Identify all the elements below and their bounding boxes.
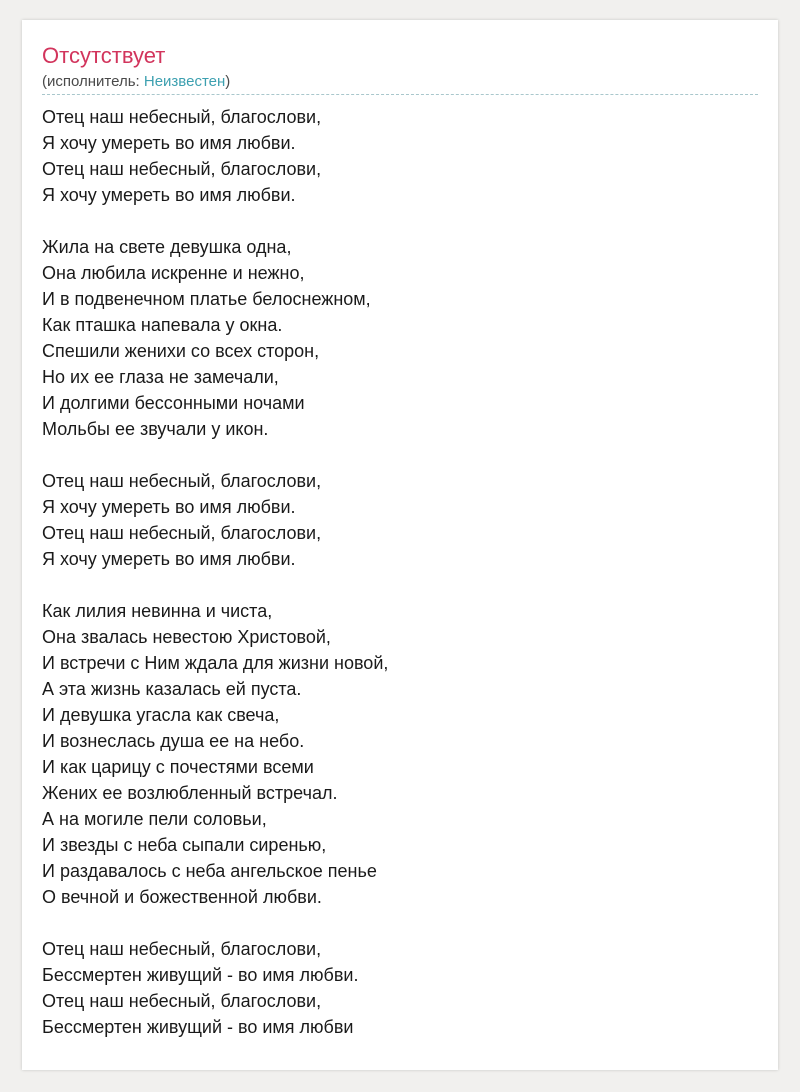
lyric-line: Отец наш небесный, благослови, — [42, 523, 322, 543]
lyric-line: Спешили женихи со всех сторон, — [42, 341, 320, 361]
song-header — [42, 40, 758, 95]
lyric-line: Как лилия невинна и чиста, — [42, 601, 273, 621]
lyric-line: И как царицу с почестями всеми — [42, 757, 314, 777]
artist-suffix: ) — [225, 73, 231, 90]
lyric-line: О вечной и божественной любви. — [42, 887, 322, 907]
lyric-line: Бессмертен живущий - во имя любви. — [42, 965, 359, 985]
artist-prefix: (исполнитель: — [42, 73, 144, 90]
lyric-line: Я хочу умереть во имя любви. — [42, 497, 296, 517]
lyric-line: А эта жизнь казалась ей пуста. — [42, 679, 302, 699]
lyric-line: Она любила искренне и нежно, — [42, 263, 305, 283]
lyric-line: А на могиле пели соловьи, — [42, 809, 267, 829]
lyric-line: И вознеслась душа ее на небо. — [42, 731, 305, 751]
lyrics-card — [22, 20, 778, 1070]
lyrics-stanza — [42, 468, 758, 572]
lyrics-body — [42, 104, 758, 1066]
song-title: Отсутствует — [42, 43, 166, 68]
lyric-line: Жених ее возлюбленный встречал. — [42, 783, 338, 803]
lyrics-stanza — [42, 234, 758, 442]
lyric-line: И звезды с неба сыпали сиренью, — [42, 835, 327, 855]
lyric-line: И раздавалось с неба ангельское пенье — [42, 861, 377, 881]
lyric-line: Она звалась невестою Христовой, — [42, 627, 331, 647]
lyrics-stanza — [42, 936, 758, 1040]
lyric-line: И долгими бессонными ночами — [42, 393, 305, 413]
artist-line — [42, 72, 758, 95]
lyric-line: И в подвенечном платье белоснежном, — [42, 289, 371, 309]
lyric-line: Отец наш небесный, благослови, — [42, 939, 322, 959]
lyric-line: Но их ее глаза не замечали, — [42, 367, 279, 387]
lyric-line: Отец наш небесный, благослови, — [42, 991, 322, 1011]
lyric-line: Мольбы ее звучали у икон. — [42, 419, 269, 439]
lyric-line: Как пташка напевала у окна. — [42, 315, 283, 335]
lyric-line: Я хочу умереть во имя любви. — [42, 549, 296, 569]
lyrics-stanza — [42, 104, 758, 208]
lyric-line: И встречи с Ним ждала для жизни новой, — [42, 653, 389, 673]
lyrics-stanza — [42, 598, 758, 910]
lyric-line: Жила на свете девушка одна, — [42, 237, 292, 257]
lyric-line: Бессмертен живущий - во имя любви — [42, 1017, 354, 1037]
lyric-line: И девушка угасла как свеча, — [42, 705, 280, 725]
lyric-line: Я хочу умереть во имя любви. — [42, 185, 296, 205]
lyric-line: Отец наш небесный, благослови, — [42, 159, 322, 179]
lyric-line: Отец наш небесный, благослови, — [42, 471, 322, 491]
lyric-line: Отец наш небесный, благослови, — [42, 107, 322, 127]
lyric-line: Я хочу умереть во имя любви. — [42, 133, 296, 153]
artist-link[interactable]: Неизвестен — [143, 73, 226, 90]
